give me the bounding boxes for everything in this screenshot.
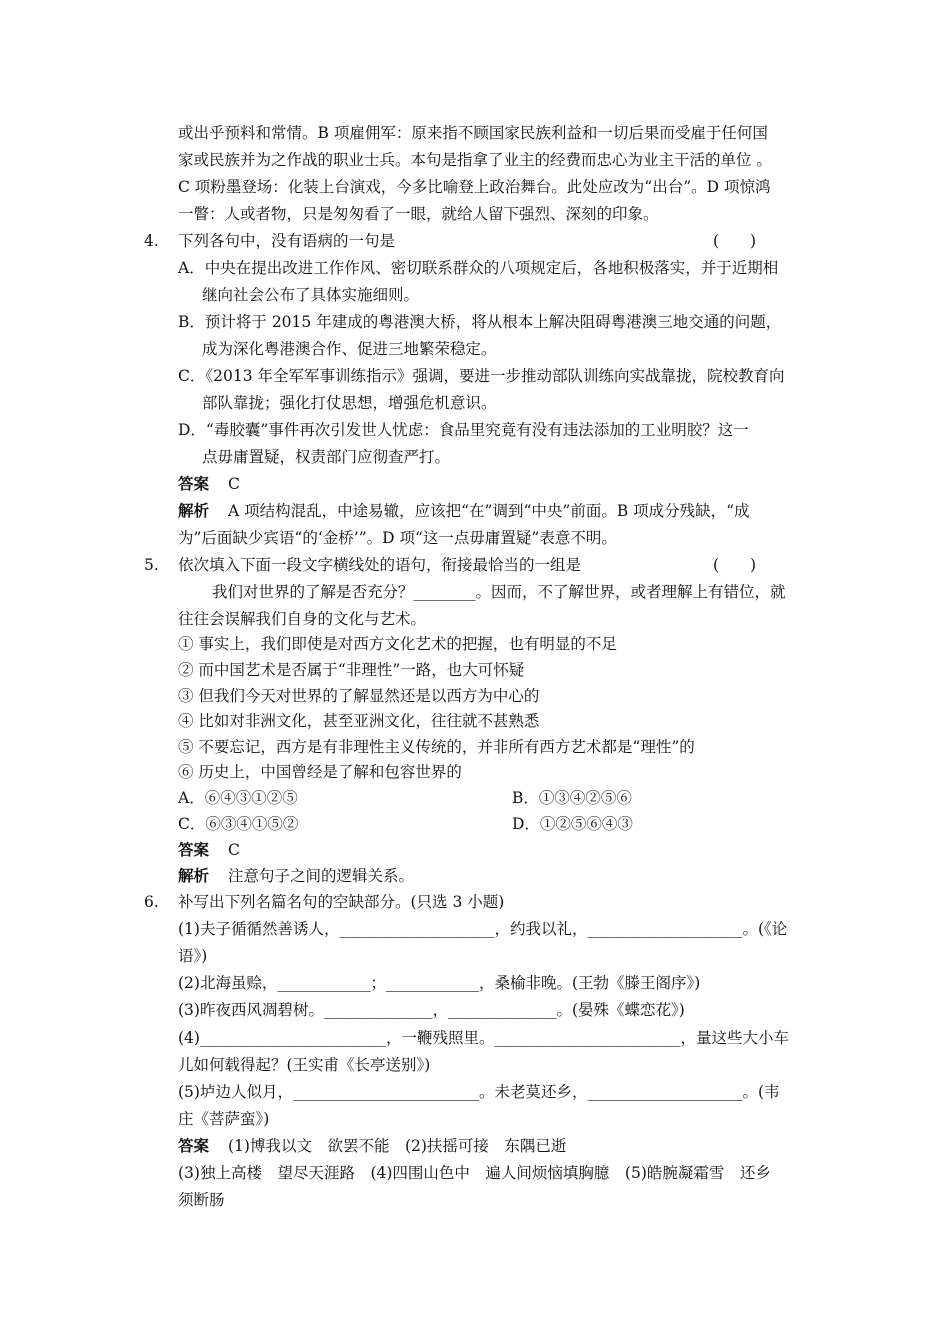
fill-blank-line: (1)夫子循循然善诱人，____________________，约我以礼，____________________。(《论 bbox=[178, 920, 788, 938]
option-b-line: 成为深化粤港澳合作、促进三地繁荣稳定。 bbox=[202, 340, 497, 358]
fill-blank-line: (5)垆边人似月，________________________。未老莫还乡，____________________。(韦 bbox=[178, 1083, 780, 1101]
option-a-line: A．中央在提出改进工作作风、密切联系群众的八项规定后，各地积极落实，并于近期相 bbox=[178, 259, 779, 277]
sentence-option: ② 而中国艺术是否属于“非理性”一路，也大可怀疑 bbox=[178, 661, 525, 679]
fill-blank-line: 儿如何载得起？(王实甫《长亭送别》) bbox=[178, 1056, 431, 1074]
answer-label: 答案 bbox=[178, 1136, 210, 1155]
explanation-label: 解析 bbox=[178, 501, 210, 520]
sentence-option: ⑤ 不要忘记，西方是有非理性主义传统的，并非所有西方艺术都是“理性”的 bbox=[178, 738, 695, 756]
fill-blank-line: (2)北海虽赊，____________；____________，桑榆非晚。(王勃《滕王阁序》) bbox=[178, 974, 701, 992]
question-stem: 补写出下列名篇名句的空缺部分。(只选 3 小题) bbox=[178, 893, 505, 911]
answer-bracket: ( ) bbox=[713, 232, 757, 250]
answer-value: C bbox=[228, 841, 240, 859]
option-c-line: 部队靠拢；强化打仗思想，增强危机意识。 bbox=[202, 394, 497, 412]
explanation-line: 注意句子之间的逻辑关系。 bbox=[228, 867, 415, 885]
choice-c: C．⑥③④①⑤② bbox=[178, 815, 299, 833]
question-number: 5. bbox=[144, 556, 159, 574]
choice-a: A．⑥④③①②⑤ bbox=[178, 789, 298, 807]
fill-blank-line: 语》) bbox=[178, 947, 208, 965]
explanation-line: 家或民族并为之作战的职业士兵。本句是指拿了业主的经费而忠心为业主干活的单位 。 bbox=[178, 151, 772, 169]
explanation-line: 或出乎预料和常情。B 项雇佣军：原来指不顾国家民族利益和一切后果而受雇于任何国 bbox=[178, 124, 768, 142]
explanation-line: 一瞥：人或者物，只是匆匆看了一眼，就给人留下强烈、深刻的印象。 bbox=[178, 205, 659, 223]
sentence-option: ④ 比如对非洲文化，甚至亚洲文化，往往就不甚熟悉 bbox=[178, 712, 540, 730]
option-d-line: 点毋庸置疑，权责部门应彻查严打。 bbox=[202, 448, 451, 466]
option-a-line: 继向社会公布了具体实施细则。 bbox=[202, 286, 420, 304]
option-b-line: B．预计将于 2015 年建成的粤港澳大桥，将从根本上解决阻碍粤港澳三地交通的问题， bbox=[178, 313, 782, 331]
answer-line: 须断肠 bbox=[178, 1191, 225, 1209]
passage-line: 往往会误解我们自身的文化与艺术。 bbox=[178, 610, 427, 628]
answer-label: 答案 bbox=[178, 840, 210, 859]
question-number: 4. bbox=[144, 232, 159, 250]
sentence-option: ⑥ 历史上，中国曾经是了解和包容世界的 bbox=[178, 763, 462, 781]
explanation-line: 为”后面缺少宾语“的‘金桥’”。D 项“这一点毋庸置疑”表意不明。 bbox=[178, 529, 617, 547]
question-stem: 下列各句中，没有语病的一句是 bbox=[178, 232, 396, 250]
choice-d: D．①②⑤⑥④③ bbox=[512, 815, 633, 833]
passage-line: 我们对世界的了解是否充分？________。因而，不了解世界，或者理解上有错位，就 bbox=[212, 583, 786, 601]
answer-label: 答案 bbox=[178, 474, 210, 493]
explanation-line: C 项粉墨登场：化装上台演戏，今多比喻登上政治舞台。此处应改为“出台”。D 项惊鸿 bbox=[178, 178, 771, 196]
fill-blank-line: 庄《菩萨蛮》) bbox=[178, 1110, 270, 1128]
answer-line: (3)独上高楼 望尽天涯路 (4)四围山色中 遍人间烦恼填胸臆 (5)皓腕凝霜雪 还乡 bbox=[178, 1164, 771, 1182]
sentence-option: ① 事实上，我们即使是对西方文化艺术的把握，也有明显的不足 bbox=[178, 635, 617, 653]
question-number: 6. bbox=[144, 893, 159, 911]
question-stem: 依次填入下面一段文字横线处的语句，衔接最恰当的一组是 bbox=[178, 556, 582, 574]
sentence-option: ③ 但我们今天对世界的了解显然还是以西方为中心的 bbox=[178, 687, 540, 705]
option-d-line: D．“毒胶囊”事件再次引发世人忧虑：食品里究竟有没有违法添加的工业明胶？这一 bbox=[178, 421, 749, 439]
choice-b: B．①③④②⑤⑥ bbox=[512, 789, 632, 807]
fill-blank-line: (4)________________________，一鞭残照里。________________________，量这些大小车 bbox=[178, 1029, 789, 1047]
explanation-line: A 项结构混乱，中途易辙，应该把“在”调到“中央”前面。B 项成分残缺，“成 bbox=[228, 502, 750, 520]
option-c-line: C．《2013 年全军军事训练指示》强调，要进一步推动部队训练向实战靠拢，院校教育向 bbox=[178, 367, 785, 385]
answer-line: (1)博我以文 欲罢不能 (2)扶摇可接 东隅已逝 bbox=[228, 1137, 567, 1155]
explanation-label: 解析 bbox=[178, 866, 210, 885]
fill-blank-line: (3)昨夜西风凋碧树。______________，______________。(晏殊《蝶恋花》) bbox=[178, 1001, 685, 1019]
answer-bracket: ( ) bbox=[713, 556, 757, 574]
answer-value: C bbox=[228, 475, 240, 493]
